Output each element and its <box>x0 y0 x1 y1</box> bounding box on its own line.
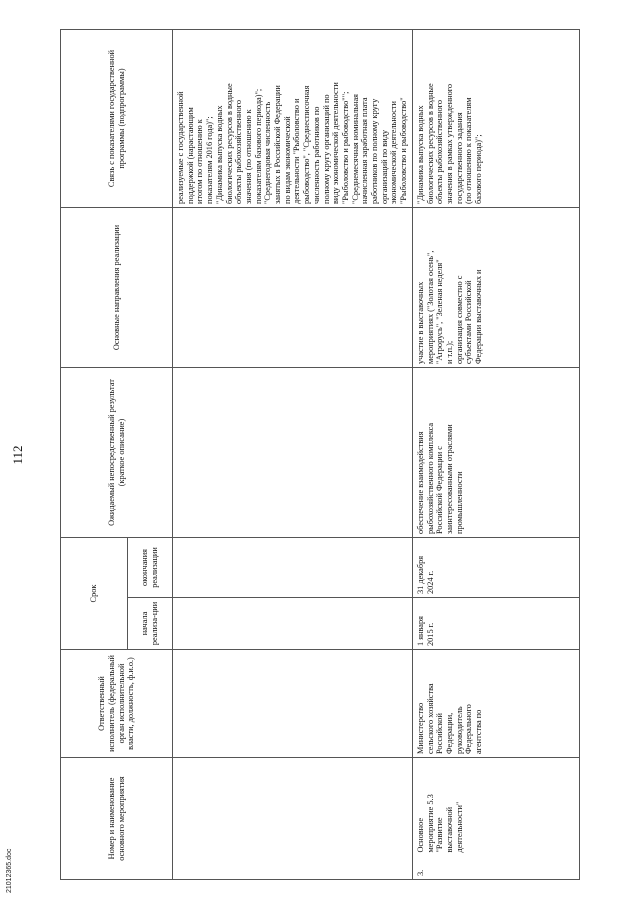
cell-directions <box>412 208 579 368</box>
text-line: деятельности "Рыболовство и <box>292 98 302 204</box>
text-line: 2015 г. <box>425 622 435 646</box>
text-line: объекты рыбохозяйственного <box>234 100 244 204</box>
cell-empty <box>173 598 413 650</box>
text-line: "Агрорусь", "Зеленая неделя" <box>435 259 445 364</box>
text-line: обеспечение взаимодействия <box>415 431 425 534</box>
cell-continuation-indicators <box>173 30 413 208</box>
text-line: "Среднемесячная номинальная <box>350 94 360 204</box>
text-line: государственного задания <box>454 112 464 204</box>
text-line: участие в выставочных <box>415 281 425 364</box>
text-line: численность работников по <box>311 106 321 204</box>
text-line: 31 декабря <box>415 555 425 594</box>
text-line: Федерального <box>464 704 474 754</box>
text-line: Российской <box>435 713 445 754</box>
cell-empty <box>173 368 413 538</box>
text-line: Основное <box>415 817 425 853</box>
text-line: рыбоводство", "Среднесписочная <box>302 85 312 204</box>
text-line: "Рыболовство и рыбоводство" <box>399 97 409 204</box>
text-line: субъектами Российской <box>464 280 474 364</box>
text-line: занятых в Российской Федерации <box>273 85 283 204</box>
text-line: деятельности" <box>454 801 464 853</box>
text-line: организация совместно с <box>454 275 464 364</box>
text-line: выставочной <box>444 806 454 853</box>
header-directions: Основные направления реализации <box>61 208 173 368</box>
text-line: 2024 г. <box>425 570 435 594</box>
text-line: значения (по отношению к <box>243 109 253 204</box>
text-line: "Рыболовство и рыбоводство""; <box>340 91 350 204</box>
text-line: Российской Федерации с <box>435 446 445 534</box>
text-line: Министерство <box>415 702 425 754</box>
text-line: экономической деятельности <box>389 101 399 204</box>
text-line: по видам экономической <box>282 116 292 204</box>
cell-empty <box>173 208 413 368</box>
text-line: сельского хозяйства <box>425 683 435 754</box>
cell-end-date <box>412 538 579 598</box>
cell-start-date <box>412 598 579 650</box>
document-code: 21012365.doc <box>6 848 13 893</box>
text-line: биологических ресурсов в водные <box>425 83 435 204</box>
text-line: базового периода)"; <box>474 134 484 204</box>
cell-empty <box>173 856 413 880</box>
text-line: реализуемые с государственной <box>176 91 185 204</box>
header-row <box>61 30 128 880</box>
header-term-start: начала реализа-ции <box>128 598 173 650</box>
text-line: начисленная заработная плата <box>360 97 370 204</box>
text-line: агентства по <box>474 709 484 754</box>
text-line: итогом по отношению к <box>195 119 205 204</box>
cell-empty <box>173 538 413 598</box>
text-line: работников по полному кругу <box>370 98 380 204</box>
text-line: промышленности <box>454 471 464 534</box>
header-term-end: окончания реализации <box>128 538 173 598</box>
text-line: и т.п.); <box>444 340 454 364</box>
text-line: показателям базового периода)"; <box>253 88 263 204</box>
text-line: (по отношению к показателям <box>464 97 474 204</box>
header-term: Срок <box>61 538 128 650</box>
text-line: виду экономической деятельности <box>331 82 341 204</box>
text-line: заинтересованными отраслями <box>444 424 454 534</box>
header-indicators: Связь с показателями государственной программы (подпрограммы) <box>61 30 173 208</box>
text-line: Федерации, <box>444 712 454 754</box>
text-line: биологических ресурсов в водные <box>224 83 234 204</box>
text-line: "Развитие <box>435 817 445 853</box>
header-executor: Ответственный исполнитель (федеральный орган исполнительной власти, должность, ф.и.о.) <box>61 650 173 758</box>
text-line: руководитель <box>454 706 464 754</box>
text-line: поддержкой (нарастающим <box>185 107 195 204</box>
text-line: мероприятиях ("Золотая осень", <box>425 250 435 364</box>
text-line: показателям 2016 года)"; <box>205 116 215 204</box>
page-number: 112 <box>10 445 25 465</box>
cell-indicators <box>412 30 579 208</box>
cell-empty <box>173 650 413 758</box>
text-line: "Динамика выпуска водных <box>214 105 224 204</box>
header-expected-result: Ожидаемый непосредственный результат (краткое описание) <box>61 368 173 538</box>
text-line: "Среднегодовая численность <box>263 101 273 204</box>
text-line: значения в рамках утвержденного <box>444 83 454 204</box>
text-line: Федерации выставочных и <box>474 269 484 364</box>
cell-empty <box>173 758 413 856</box>
table-row <box>412 30 579 880</box>
text-line: организаций по виду <box>379 129 389 204</box>
cell-row-number: 3. <box>412 856 579 880</box>
text-line: объекты рыбохозяйственного <box>435 100 445 204</box>
continuation-row <box>173 30 413 880</box>
cell-expected-result <box>412 368 579 538</box>
text-line: полному кругу организаций по <box>321 94 331 204</box>
activities-table <box>60 29 580 880</box>
text-line: 1 января <box>415 616 425 646</box>
header-number-name: Номер и наименование основного мероприятия <box>61 758 173 880</box>
text-line: рыбохозяйственного комплекса <box>425 422 435 534</box>
cell-executor <box>412 650 579 758</box>
text-line: мероприятие 5.3 <box>425 794 435 853</box>
cell-activity-name <box>412 758 579 856</box>
rotated-table-block <box>10 30 580 880</box>
text-line: "Динамика выпуска водных <box>415 105 425 204</box>
